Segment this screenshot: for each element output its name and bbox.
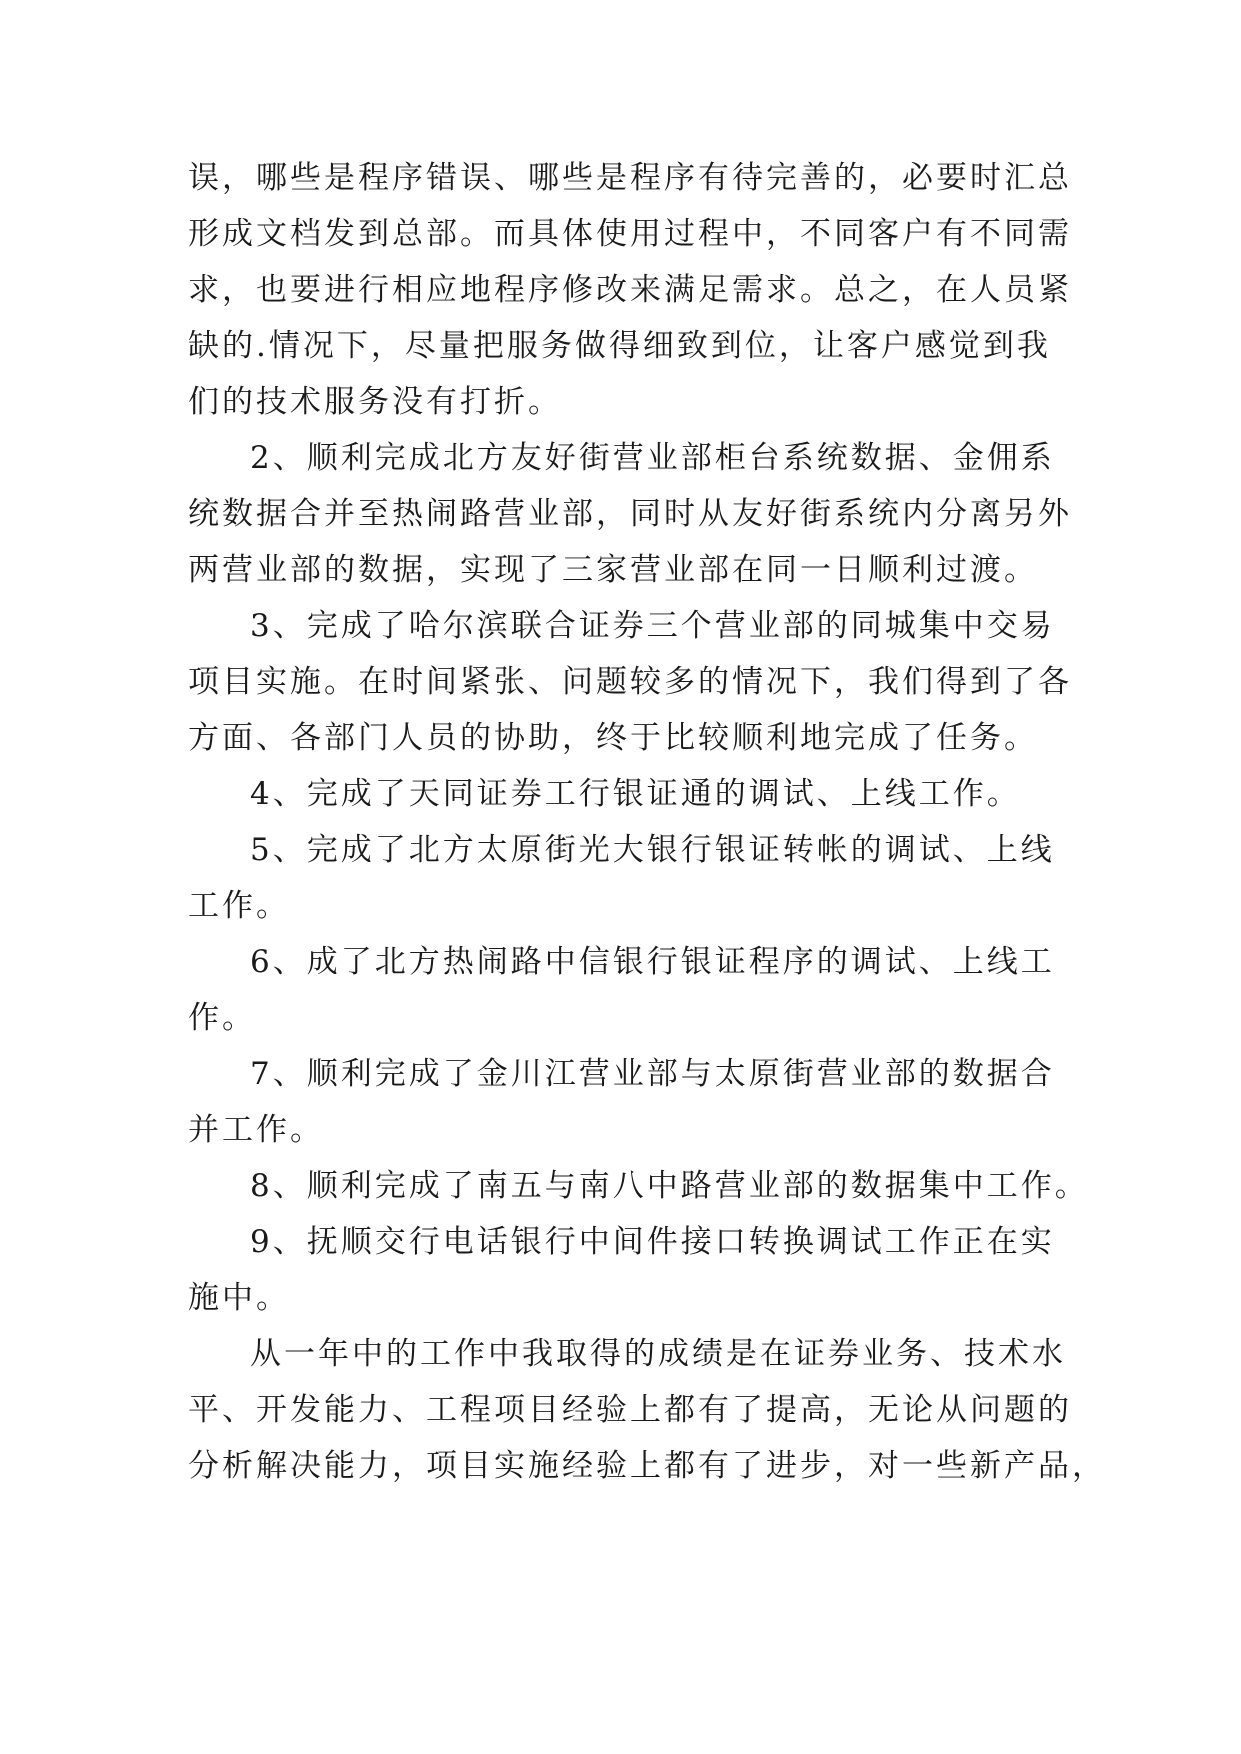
text-line: 2、顺利完成北方友好街营业部柜台系统数据、金佣系 [250,440,1055,476]
text-line: 方面、各部门人员的协助，终于比较顺利地完成了任务。 [188,720,1038,756]
text-line: 4、完成了天同证券工行银证通的调试、上线工作。 [250,776,1021,812]
text-line: 两营业部的数据，实现了三家营业部在同一日顺利过渡。 [188,552,1038,588]
text-line: 误，哪些是程序错误、哪些是程序有待完善的，必要时汇总 [188,160,1072,196]
text-line: 统数据合并至热闹路营业部，同时从友好街系统内分离另外 [188,496,1072,532]
text-line: 缺的.情况下，尽量把服务做得细致到位，让客户感觉到我 [188,328,1051,364]
text-line: 们的技术服务没有打折。 [188,384,562,420]
text-line: 8、顺利完成了南五与南八中路营业部的数据集中工作。 [250,1168,1089,1204]
text-line: 作。 [188,1000,256,1036]
text-line: 从一年中的工作中我取得的成绩是在证券业务、技术水 [250,1336,1066,1372]
text-line: 3、完成了哈尔滨联合证券三个营业部的同城集中交易 [250,608,1055,644]
text-line: 7、顺利完成了金川江营业部与太原街营业部的数据合 [250,1056,1055,1092]
text-line: 平、开发能力、工程项目经验上都有了提高，无论从问题的 [188,1392,1072,1428]
text-line: 6、成了北方热闹路中信银行银证程序的调试、上线工 [250,944,1055,980]
text-line: 施中。 [188,1280,290,1316]
text-line: 5、完成了北方太原街光大银行银证转帐的调试、上线 [250,832,1055,868]
text-line: 求，也要进行相应地程序修改来满足需求。总之，在人员紧 [188,272,1072,308]
text-line: 并工作。 [188,1112,324,1148]
text-line: 9、抚顺交行电话银行中间件接口转换调试工作正在实 [250,1224,1055,1260]
text-line: 分析解决能力，项目实施经验上都有了进步，对一些新产品， [188,1448,1106,1484]
text-line: 项目实施。在时间紧张、问题较多的情况下，我们得到了各 [188,664,1072,700]
text-line: 形成文档发到总部。而具体使用过程中，不同客户有不同需 [188,216,1072,252]
text-line: 工作。 [188,888,290,924]
